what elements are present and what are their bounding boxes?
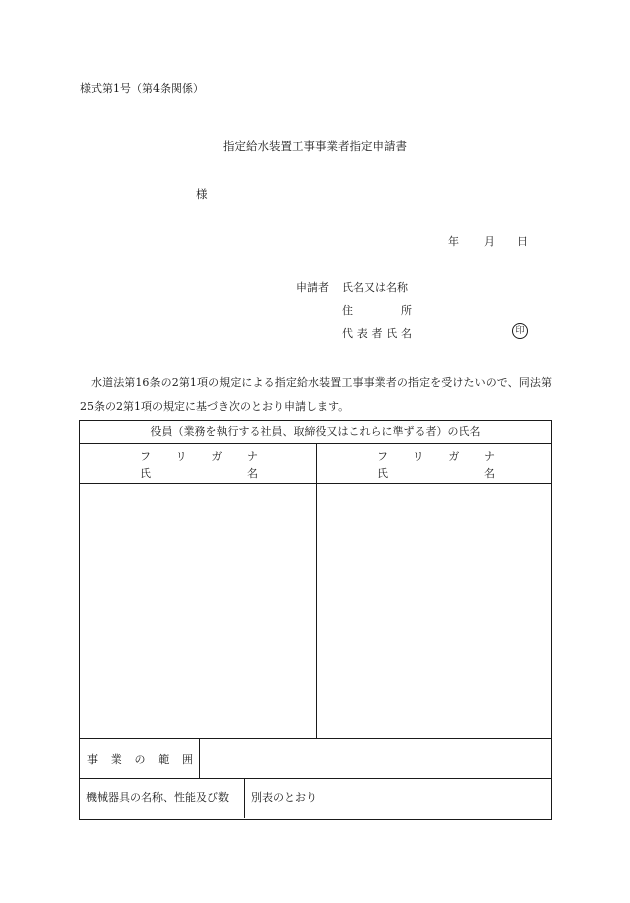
name-char: 氏 <box>140 467 151 480</box>
furigana-label <box>377 448 495 464</box>
scope-char: 業 <box>110 753 122 766</box>
business-scope-label-cell <box>80 739 200 778</box>
furigana-char: リ <box>175 450 187 463</box>
scope-char: 範 <box>158 753 170 766</box>
scope-char: の <box>134 753 146 766</box>
form-number: 様式第1号（第4条関係） <box>80 82 204 95</box>
equipment-label: 機械器具の名称、性能及び数 <box>80 779 245 818</box>
scope-char: 事 <box>87 753 98 766</box>
document-title: 指定給水装置工事事業者指定申請書 <box>223 139 407 153</box>
addressee-honorific: 様 <box>196 187 208 201</box>
name-char: 名 <box>484 467 495 480</box>
furigana-label <box>140 448 258 464</box>
right-name-header <box>317 444 551 484</box>
furigana-char: フ <box>140 450 151 463</box>
address-char: 住 <box>342 304 353 317</box>
name-label <box>377 465 495 481</box>
furigana-char: リ <box>412 450 424 463</box>
furigana-char: ガ <box>448 450 460 463</box>
date-month-label: 月 <box>484 235 495 248</box>
table-header: 役員（業務を執行する社員、取締役又はこれらに準ずる者）の氏名 <box>80 421 551 444</box>
right-names-entry[interactable] <box>317 484 551 739</box>
furigana-char: ガ <box>211 450 223 463</box>
equipment-row <box>80 779 551 818</box>
left-names-entry[interactable] <box>80 484 317 739</box>
scope-char: 囲 <box>182 753 193 766</box>
applicant-address-label <box>342 302 412 318</box>
application-statement: 水道法第16条の2第1項の規定による指定給水装置工事事業者の指定を受けたいので、同法第25条の2第1項の規定に基づき次のとおり申請します。 <box>80 376 552 413</box>
address-char: 所 <box>401 304 412 317</box>
name-label <box>140 465 258 481</box>
applicant-name-label: 氏名又は名称 <box>342 281 408 294</box>
name-char: 名 <box>247 467 258 480</box>
rep-char: 者 <box>371 327 383 340</box>
rep-char: 名 <box>401 327 412 340</box>
applicant-label: 申請者 <box>296 281 329 294</box>
rep-char: 表 <box>356 327 368 340</box>
representative-name-label <box>342 325 412 341</box>
equipment-value: 別表のとおり <box>251 791 317 804</box>
rep-char: 代 <box>342 327 353 340</box>
name-char: 氏 <box>377 467 388 480</box>
date-day-label: 日 <box>517 235 528 248</box>
furigana-char: ナ <box>483 450 495 463</box>
date-year-label: 年 <box>448 235 459 248</box>
furigana-char: フ <box>377 450 388 463</box>
business-scope-label <box>87 751 193 767</box>
left-name-header <box>80 444 317 484</box>
officers-table <box>79 420 552 820</box>
business-scope-row <box>80 739 551 779</box>
rep-char: 氏 <box>386 327 398 340</box>
seal-mark: 印 <box>512 323 528 339</box>
furigana-char: ナ <box>246 450 258 463</box>
